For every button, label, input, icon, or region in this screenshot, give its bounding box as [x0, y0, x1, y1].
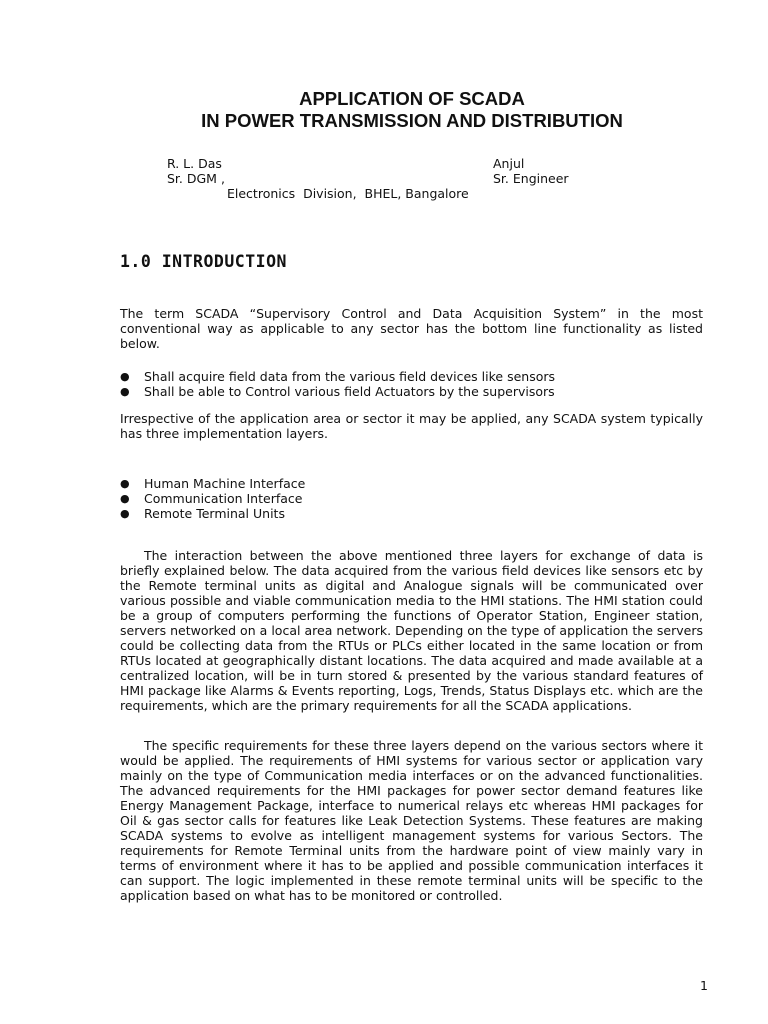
title-line-2: IN POWER TRANSMISSION AND DISTRIBUTION: [201, 110, 623, 131]
list-item-text: Shall acquire field data from the various field devices like sensors: [144, 369, 556, 384]
author-affiliation: Electronics Division, BHEL, Bangalore: [227, 186, 469, 201]
paragraph-3: The interaction between the above mentioned three layers for exchange of data is briefly explained below. The data acquired from the various field devices like sensors etc by the Remote terminal units as digital and Analogue signals will be communicated over various possible and viable communication media to the HMI stations. The HMI station could be a group of computers performing the functions of Operator Station, Engineer station, servers networked on a local area network. Depending on the type of application the servers could be collecting data from the RTUs or PLCs either located in the same location or from RTUs located at geographically distant locations. The data acquired and made available at a centralized location, will be in turn stored & presented by the various standard features of HMI package like Alarms & Events reporting, Logs, Trends, Status Displays etc. which are the requirements, which are the primary requirements for all the SCADA applications.: [120, 548, 703, 713]
title-line-1: APPLICATION OF SCADA: [299, 88, 525, 109]
paragraph-2: Irrespective of the application area or sector it may be applied, any SCADA system typically has three implementation layers.: [120, 411, 703, 441]
author-left-title: Sr. DGM ,: [167, 171, 225, 186]
bullet-icon: ●: [120, 477, 130, 490]
section-heading: 1.0 INTRODUCTION: [120, 252, 287, 271]
list-item-text: Communication Interface: [144, 491, 303, 506]
page-number: 1: [700, 978, 708, 993]
list-item-text: Shall be able to Control various field Actuators by the supervisors: [144, 384, 555, 399]
list-item: [120, 476, 703, 491]
paragraph-4: The specific requirements for these three layers depend on the various sectors where it would be applied. The requirements of HMI systems for various sector or application vary mainly on the type of Communication media interfaces or on the advanced functionalities. The advanced requirements for the HMI packages for power sector demand features like Energy Management Package, interface to numerical relays etc whereas HMI packages for Oil & gas sector calls for features like Leak Detection Systems. These features are making SCADA systems to evolve as intelligent management systems for various Sectors. The requirements for Remote Terminal units from the hardware point of view mainly vary in terms of environment where it has to be applied and possible communication interfaces it can support. The logic implemented in these remote terminal units will be specific to the application based on what has to be monitored or controlled.: [120, 738, 703, 903]
paragraph-1: The term SCADA “Supervisory Control and Data Acquisition System” in the most conventional way as applicable to any sector has the bottom line functionality as listed below.: [120, 306, 703, 351]
bullet-icon: ●: [120, 507, 130, 520]
list-item: [120, 506, 703, 521]
author-right-name: Anjul: [493, 156, 525, 171]
list-item-text: Remote Terminal Units: [144, 506, 285, 521]
bullet-icon: ●: [120, 492, 130, 505]
list-item-text: Human Machine Interface: [144, 476, 306, 491]
functionality-list: [120, 369, 703, 399]
bullet-icon: ●: [120, 370, 130, 383]
layers-list: [120, 476, 703, 521]
list-item: [120, 369, 703, 384]
author-left-name: R. L. Das: [167, 156, 222, 171]
list-item: [120, 384, 703, 399]
author-right-title: Sr. Engineer: [493, 171, 569, 186]
bullet-icon: ●: [120, 385, 130, 398]
list-item: [120, 491, 703, 506]
